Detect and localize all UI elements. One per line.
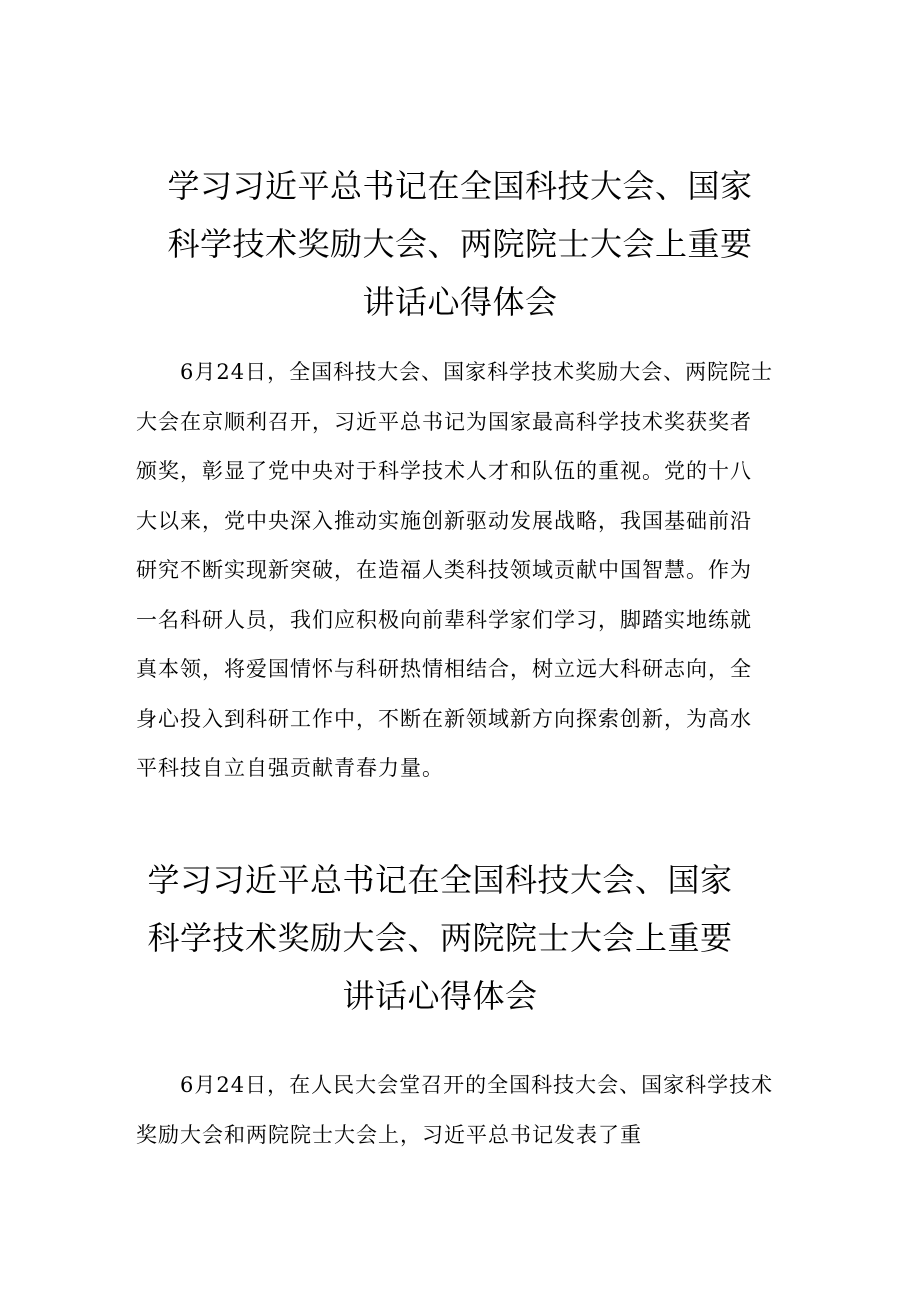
article-2-title-line: 学习习近平总书记在全国科技大会、国家 [147, 861, 733, 899]
article-2-body-line: 奖励大会和两院院士大会上，习近平总书记发表了重 [136, 1122, 642, 1147]
article-2-body-line: 6月24日，在人民大会堂召开的全国科技大会、国家科学技术 [180, 1073, 774, 1097]
article-2-title-line: 科学技术奖励大会、两院院士大会上重要 [147, 919, 733, 957]
article-2-title [130, 851, 750, 1025]
article-1-body-line: 身心投入到科研工作中，不断在新领域新方向探索创新，为高水 [136, 706, 752, 731]
article-1-body-line: 大会在京顺利召开，习近平总书记为国家最高科学技术奖获奖者 [136, 409, 752, 434]
article-2-body [136, 1061, 796, 1160]
article-1-title-line: 科学技术奖励大会、两院院士大会上重要 [167, 225, 753, 263]
article-1-title [150, 157, 770, 331]
article-1-body-line: 大以来，党中央深入推动实施创新驱动发展战略，我国基础前沿 [136, 508, 752, 533]
article-1-body-line: 平科技自立自强贡献青春力量。 [136, 756, 444, 780]
article-1-body-line: 6月24日，全国科技大会、国家科学技术奖励大会、两院院士 [180, 360, 774, 384]
article-1-title-line: 讲话心得体会 [362, 283, 558, 321]
article-1-body-line: 研究不断实现新突破，在造福人类科技领域贡献中国智慧。作为 [136, 558, 752, 582]
article-1-body-line: 真本领，将爱国情怀与科研热情相结合，树立远大科研志向，全 [136, 657, 752, 681]
article-1-body [136, 348, 796, 794]
article-2-title-line: 讲话心得体会 [342, 977, 538, 1015]
article-1-title-line: 学习习近平总书记在全国科技大会、国家 [167, 167, 753, 205]
article-1-body-line: 颁奖，彰显了党中央对于科学技术人才和队伍的重视。党的十八 [136, 459, 752, 483]
article-1-body-line: 一名科研人员，我们应积极向前辈科学家们学习，脚踏实地练就 [136, 607, 752, 632]
